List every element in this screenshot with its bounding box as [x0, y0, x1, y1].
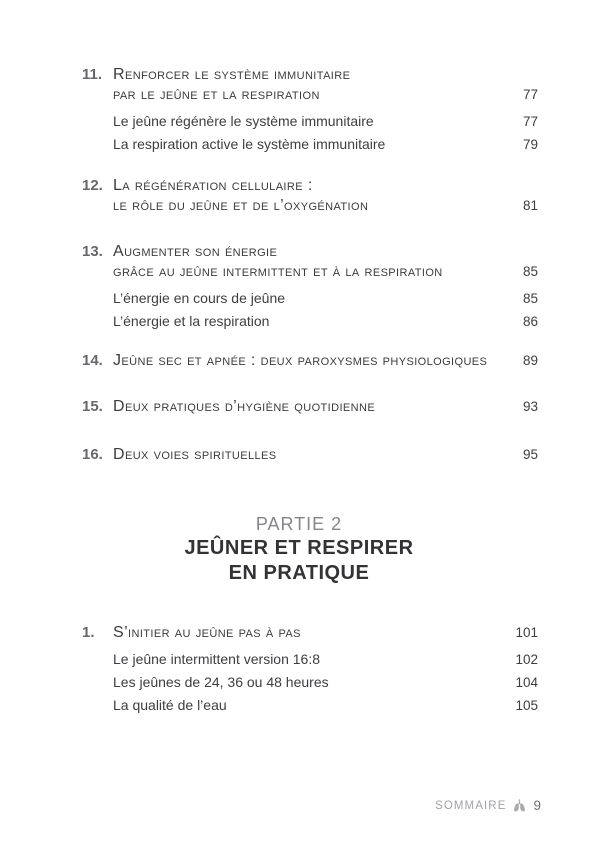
chapter-number: 15.	[82, 398, 103, 415]
chapter-page-number: 89	[522, 353, 538, 368]
chapter-title-line: le rôle du jeûne et de l’oxygénation	[113, 197, 369, 214]
toc-subentry	[82, 310, 538, 333]
chapter-title	[113, 176, 523, 216]
subentry-page-number: 77	[522, 114, 538, 129]
subentry-page-number: 86	[522, 314, 538, 329]
toc-entry-13	[82, 242, 538, 333]
chapter-title-line: Deux pratiques d’hygiène quotidienne	[113, 398, 376, 415]
lungs-icon	[512, 799, 527, 812]
chapter-page-number: 85	[522, 264, 538, 279]
toc-subentry	[82, 694, 538, 717]
chapter-title-line: Augmenter son énergie	[113, 243, 278, 260]
toc-subentry	[82, 287, 538, 310]
toc-entry-15	[82, 397, 538, 417]
toc-subentry	[82, 133, 538, 156]
chapter-number: 1.	[82, 624, 95, 641]
page-footer	[435, 798, 541, 813]
subentry-title: Le jeûne intermittent version 16:8	[113, 651, 321, 667]
toc-entry-12	[82, 176, 538, 216]
chapter-title-line: grâce au jeûne intermittent et à la respiration	[113, 263, 443, 280]
chapter-number: 13.	[82, 243, 103, 260]
subentry-title: Les jeûnes de 24, 36 ou 48 heures	[113, 674, 329, 690]
chapter-title-line: Jeûne sec et apnée : deux paroxysmes physiologiques	[113, 352, 488, 369]
chapter-number: 11.	[82, 66, 103, 83]
subentry-title: L’énergie et la respiration	[113, 313, 270, 329]
chapter-page-number: 95	[522, 447, 538, 462]
subentry-title: Le jeûne régénère le système immunitaire	[113, 113, 374, 129]
part-kicker: PARTIE 2	[255, 514, 343, 534]
chapter-number: 14.	[82, 352, 103, 369]
footer-page-number: 9	[533, 798, 541, 813]
chapter-number: 16.	[82, 446, 103, 463]
toc-subentry	[82, 671, 538, 694]
part-divider	[71, 512, 527, 586]
chapter-page-number: 93	[522, 399, 538, 414]
chapter-title	[113, 242, 523, 282]
chapter-title	[113, 65, 523, 105]
chapter-title-line: Deux voies spirituelles	[113, 446, 277, 463]
chapter-page-number: 81	[522, 198, 538, 213]
subentry-title: La qualité de l’eau	[113, 697, 227, 713]
chapter-title-line: La régénération cellulaire :	[113, 177, 313, 194]
subentry-title: La respiration active le système immunitaire	[113, 136, 386, 152]
toc-entry-11	[82, 65, 538, 156]
toc-subentry	[82, 110, 538, 133]
chapter-title	[113, 445, 523, 465]
chapter-title	[113, 397, 523, 417]
subentry-page-number: 79	[522, 137, 538, 152]
toc-subentry	[82, 648, 538, 671]
subentry-page-number: 105	[515, 698, 538, 713]
toc-entry-p2-1	[82, 623, 538, 717]
chapter-title	[113, 623, 515, 643]
part-title-line: JEÛNER ET RESPIRER	[184, 537, 414, 559]
chapter-title-line: Renforcer le système immunitaire	[113, 66, 351, 83]
subentry-page-number: 85	[522, 291, 538, 306]
toc-entry-14	[82, 351, 538, 371]
toc-entry-16	[82, 445, 538, 465]
subentry-page-number: 104	[515, 675, 538, 690]
chapter-title-line: par le jeûne et la respiration	[113, 86, 320, 103]
chapter-page-number: 77	[522, 87, 538, 102]
chapter-number: 12.	[82, 177, 103, 194]
sommaire-label: SOMMAIRE	[435, 799, 507, 812]
chapter-page-number: 101	[515, 625, 538, 640]
part-title-line: EN PRATIQUE	[228, 562, 370, 584]
subentry-page-number: 102	[515, 652, 538, 667]
chapter-title	[113, 351, 523, 371]
chapter-title-line: S’initier au jeûne pas à pas	[113, 624, 301, 641]
subentry-title: L’énergie en cours de jeûne	[113, 290, 286, 306]
